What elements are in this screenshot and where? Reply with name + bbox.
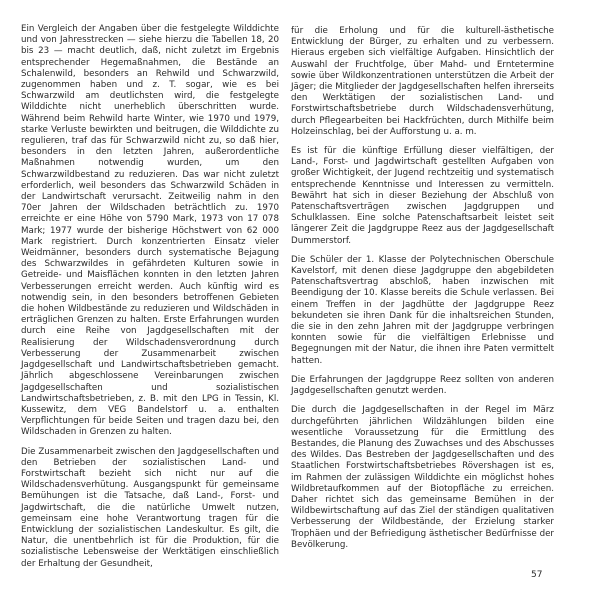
paragraph: Die Zusammenarbeit zwischen den Jagdgesellschaften und den Betrieben der sozialistischen Land- und Forstwirtschaft bezieht sich nicht nur auf die Wildschadensverhütung. Ausgangspunkt für gemeinsame Bemühungen ist die Tatsache, daß Land-, Forst- und Jagdwirtschaft, die die natürliche Umwelt nutzen, gemeinsam eine hohe Verantwortung tragen für die Entwicklung der sozialistischen Landeskultur. Es gilt, die Natur, die unentbehrlich ist für die Produktion, für die sozialistische Lebensweise der Werktätigen einschließlich der Erhaltung der Gesundheit, (21, 446, 279, 569)
paragraph: Es ist für die künftige Erfüllung dieser vielfältigen, der Land-, Forst- und Jagdwirtschaft gestellten Aufgaben von großer Wichtigkeit, der Jugend rechtzeitig und systematisch entsprechende Kenntnisse und Interessen zu vermitteln. Bewährt hat sich in dieser Beziehung der Abschluß von Patenschaftsverträgen zwischen Jagdgruppen und Schulklassen. Eine solche Patenschaftsarbeit leistet seit längerer Zeit die Jagdgruppe Reez aus der Jagdgesellschaft Dummerstorf. (291, 146, 554, 246)
paragraph: Die durch die Jagdgesellschaften in der Regel im März durchgeführten jährlichen Wildzählungen bilden eine wesentliche Voraussetzung für die Ermittlung des Bestandes, die Planung des Zuwachses und des Abschusses des Wildes. Das Bestreben der Jagdgesellschaften und des Staatlichen Forstwirtschaftsbetriebes Rövershagen ist es, im Rahmen der zulässigen Wilddichte ein möglichst hohes Wildbretaufkommen auf der Biotopfläche zu erreichen. Daher richtet sich das gemeinsame Bemühen in der Wildbewirtschaftung auf das Ziel der ständigen qualitativen Verbesserung der Wildbestände, der Erzielung starker Trophäen und der Befriedigung ästhetischer Bedürfnisse der Bevölkerung. (291, 405, 554, 550)
paragraph: Ein Vergleich der Angaben über die festgelegte Wilddichte und von Jahresstrecken — siehe hierzu die Tabellen 18, 20 bis 23 — macht deutlich, daß, nicht zuletzt im Ergebnis entsprechender Hegemaßnahmen, die Bestände an Schalenwild, besonders an Rehwild und Schwarzwild, zugenommen haben und z. T. sogar, wie es bei Schwarzwild am deutlichsten wird, die festgelegte Wilddichte nicht unerheblich überschritten wurde. Während beim Rehwild harte Winter, wie 1970 und 1979, starke Verluste bewirkten und beitrugen, die Wilddichte zu regulieren, traf das für Schwarzwild nicht zu, so daß hier, besonders in den letzten Jahren, außerordentliche Maßnahmen notwendig wurden, um den Schwarzwildbestand zu reduzieren. Das war nicht zuletzt erforderlich, weil besonders das Schwarzwild Schäden in der Landwirtschaft verursacht. Zeitweilig nahm in den 70er Jahren der Wildschaden beträchtlich zu. 1970 erreichte er eine Höhe von 5790 Mark, 1973 von 17 078 Mark; 1977 wurde der bisherige Höchstwert von 62 000 Mark registriert. Durch konzentrierten Einsatz vieler Weidmänner, besonders durch systematische Bejagung des Schwarzwildes in gefährdeten Kulturen sowie in Getreide- und Maisflächen konnten in den letzten Jahren Verbesserungen erreicht werden. Auch künftig wird es notwendig sein, in den besonders betroffenen Gebieten die hohen Wildbestände zu reduzieren und Wildschäden in erträglichen Grenzen zu halten. Erste Erfahrungen wurden durch eine Reihe von Jagdgesellschaften mit der Realisierung der Wildschadensverordnung durch Verbesserung der Zusammenarbeit zwischen Jagdgesellschaft und Landwirtschaftsbetrieben gemacht. Jährlich abgeschlossene Vereinbarungen zwischen Jagdgesellschaften und sozialistischen Landwirtschaftsbetrieben, z. B. mit den LPG in Tessin, Kl. Kussewitz, dem VEG Bandelstorf u. a. enthalten Verpflichtungen für beide Seiten und tragen dazu bei, den Wildschaden in Grenzen zu halten. (21, 24, 279, 438)
left-column (21, 24, 279, 578)
page-number: 57 (531, 570, 543, 580)
right-column (291, 26, 554, 559)
paragraph: für die Erholung und für die kulturell-ästhetische Entwicklung der Bürger, zu erhalten und zu verbessern. Hieraus ergeben sich vielfältige Aufgaben. Hinsichtlich der Auswahl der Fruchtfolge, über Mahd- und Erntetermine sowie über Wildkonzentrationen unterstützen die Arbeit der Jäger; die Mitglieder der Jagdgesellschaften helfen ihrerseits den Werktätigen der sozialistischen Land- und Forstwirtschaftsbetriebe durch Wildschadensverhütung, durch Pflegearbeiten bei Hackfrüchten, durch Mithilfe beim Holzeinschlag, bei der Aufforstung u. a. m. (291, 26, 554, 137)
paragraph: Die Schüler der 1. Klasse der Polytechnischen Oberschule Kavelstorf, mit denen diese Jagdgruppe den abgebildeten Patenschaftsvertrag abschloß, haben inzwischen mit Beendigung der 10. Klasse bereits die Schule verlassen. Bei einem Treffen in der Jagdhütte der Jagdgruppe Reez bekundeten sie ihren Dank für die inhaltsreichen Stunden, die sie in den zehn Jahren mit der Jagdgruppe verbringen konnten sowie für die vielfältigen Erlebnisse und Begegnungen mit der Natur, die ihnen ihre Paten vermittelt hatten. (291, 254, 554, 366)
paragraph: Die Erfahrungen der Jagdgruppe Reez sollten von anderen Jagdgesellschaften genutzt werden. (291, 374, 554, 397)
